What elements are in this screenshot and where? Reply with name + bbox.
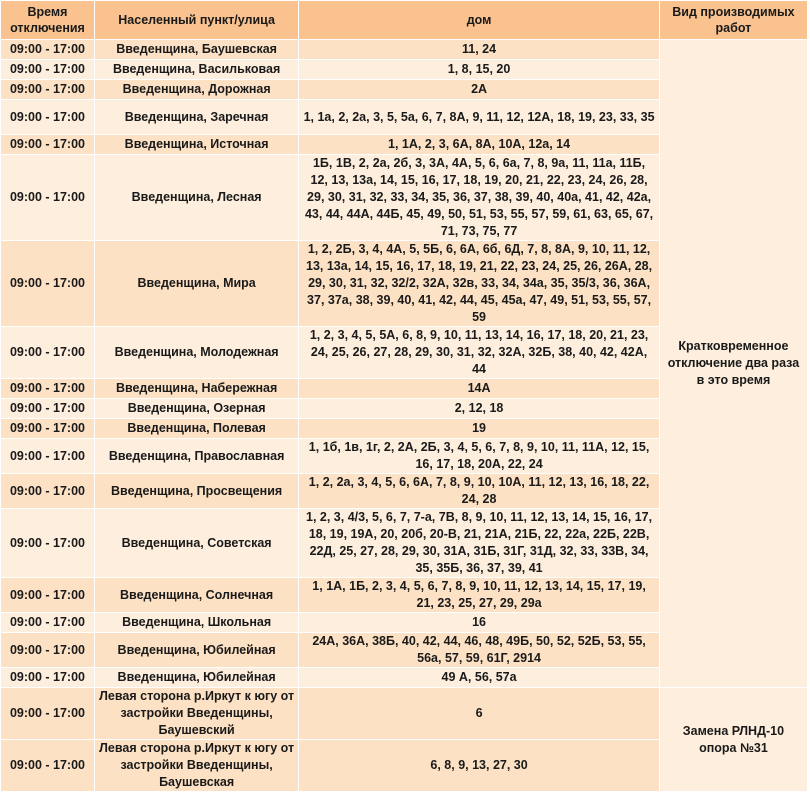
- houses-cell: 1, 2, 2а, 3, 4, 5, 6, 6А, 7, 8, 9, 10, 10А, 11, 12, 13, 16, 18, 22, 24, 28: [299, 474, 660, 509]
- houses-cell: 24А, 36А, 38Б, 40, 42, 44, 46, 48, 49Б, 50, 52, 52Б, 53, 55, 56а, 57, 59, 61Г, 2914: [299, 633, 660, 668]
- time-cell: 09:00 - 17:00: [1, 241, 95, 327]
- time-cell: 09:00 - 17:00: [1, 40, 95, 60]
- time-cell: 09:00 - 17:00: [1, 668, 95, 688]
- houses-cell: 19: [299, 419, 660, 439]
- time-cell: 09:00 - 17:00: [1, 419, 95, 439]
- street-cell: Введенщина, Юбилейная: [94, 633, 298, 668]
- street-cell: Введенщина, Заречная: [94, 100, 298, 135]
- time-cell: 09:00 - 17:00: [1, 327, 95, 379]
- table-row: [1, 40, 808, 60]
- time-cell: 09:00 - 17:00: [1, 439, 95, 474]
- header-time: Время отключения: [1, 1, 95, 40]
- houses-cell: 1, 2, 3, 4/3, 5, 6, 7, 7-а, 7В, 8, 9, 10, 11, 12, 13, 14, 15, 16, 17, 18, 19, 19А, 20, 20б, 20-В, 21, 21А, 21Б, 22, 22а, 22Б, 22В, 22Д, 25, 27, 28, 29, 30, 31А, 31Б, 31Г, 31Д, 32, 33, 33В, 34, 35, 35Б, 36, 37, 39, 41: [299, 509, 660, 578]
- time-cell: 09:00 - 17:00: [1, 509, 95, 578]
- work-type-cell: Замена РЛНД-10 опора №31: [659, 688, 807, 792]
- houses-cell: 2, 12, 18: [299, 399, 660, 419]
- street-cell: Введенщина, Советская: [94, 509, 298, 578]
- houses-cell: 1, 8, 15, 20: [299, 60, 660, 80]
- houses-cell: 2А: [299, 80, 660, 100]
- time-cell: 09:00 - 17:00: [1, 60, 95, 80]
- time-cell: 09:00 - 17:00: [1, 100, 95, 135]
- street-cell: Введенщина, Просвещения: [94, 474, 298, 509]
- table-row: [1, 688, 808, 740]
- street-cell: Введенщина, Православная: [94, 439, 298, 474]
- houses-cell: 49 А, 56, 57а: [299, 668, 660, 688]
- houses-cell: 14А: [299, 379, 660, 399]
- time-cell: 09:00 - 17:00: [1, 155, 95, 241]
- time-cell: 09:00 - 17:00: [1, 135, 95, 155]
- time-cell: 09:00 - 17:00: [1, 474, 95, 509]
- houses-cell: 1Б, 1В, 2, 2а, 2б, 3, 3А, 4А, 5, 6, 6а, 7, 8, 9а, 11, 11а, 11Б, 12, 13, 13а, 14, 15, 16, 17, 18, 19, 20, 21, 22, 23, 24, 26, 28, 29, 30, 31, 32, 33, 34, 35, 36, 37, 38, 39, 40, 40а, 41, 42, 42а, 43, 44, 44А, 44Б, 45, 49, 50, 51, 53, 55, 57, 59, 61, 63, 65, 67, 71, 73, 75, 77: [299, 155, 660, 241]
- houses-cell: 1, 1а, 2, 2а, 3, 5, 5а, 6, 7, 8А, 9, 11, 12, 12А, 18, 19, 23, 33, 35: [299, 100, 660, 135]
- street-cell: Введенщина, Васильковая: [94, 60, 298, 80]
- header-work: Вид производимых работ: [659, 1, 807, 40]
- street-cell: Введенщина, Юбилейная: [94, 668, 298, 688]
- time-cell: 09:00 - 17:00: [1, 740, 95, 792]
- street-cell: Введенщина, Озерная: [94, 399, 298, 419]
- street-cell: Введенщина, Лесная: [94, 155, 298, 241]
- houses-cell: 16: [299, 613, 660, 633]
- time-cell: 09:00 - 17:00: [1, 379, 95, 399]
- houses-cell: 11, 24: [299, 40, 660, 60]
- time-cell: 09:00 - 17:00: [1, 578, 95, 613]
- time-cell: 09:00 - 17:00: [1, 613, 95, 633]
- houses-cell: 1, 2, 2Б, 3, 4, 4А, 5, 5Б, 6, 6А, 6б, 6Д, 7, 8, 8А, 9, 10, 11, 12, 13, 13а, 14, 15, 16, 17, 18, 19, 21, 22, 23, 24, 25, 26, 26А, 28, 29, 30, 31, 32, 32/2, 32А, 32в, 33, 34, 34а, 35, 35/3, 36, 36А, 37, 37а, 38, 39, 40, 41, 42, 44, 45, 45а, 47, 49, 51, 53, 55, 57, 59: [299, 241, 660, 327]
- work-type-cell: Кратковременное отключение два раза в это время: [659, 40, 807, 688]
- time-cell: 09:00 - 17:00: [1, 80, 95, 100]
- header-row: [1, 1, 808, 40]
- street-cell: Левая сторона р.Иркут к югу от застройки Введенщины, Баушевская: [94, 740, 298, 792]
- header-locality: Населенный пункт/улица: [94, 1, 298, 40]
- street-cell: Введенщина, Источная: [94, 135, 298, 155]
- street-cell: Введенщина, Мира: [94, 241, 298, 327]
- street-cell: Введенщина, Солнечная: [94, 578, 298, 613]
- houses-cell: 1, 1б, 1в, 1г, 2, 2А, 2Б, 3, 4, 5, 6, 7, 8, 9, 10, 11, 11А, 12, 15, 16, 17, 18, 20А, 22, 24: [299, 439, 660, 474]
- street-cell: Левая сторона р.Иркут к югу от застройки Введенщины, Баушевский: [94, 688, 298, 740]
- street-cell: Введенщина, Школьная: [94, 613, 298, 633]
- time-cell: 09:00 - 17:00: [1, 688, 95, 740]
- houses-cell: 1, 1А, 2, 3, 6А, 8А, 10А, 12а, 14: [299, 135, 660, 155]
- time-cell: 09:00 - 17:00: [1, 633, 95, 668]
- street-cell: Введенщина, Баушевская: [94, 40, 298, 60]
- street-cell: Введенщина, Набережная: [94, 379, 298, 399]
- street-cell: Введенщина, Молодежная: [94, 327, 298, 379]
- houses-cell: 1, 1А, 1Б, 2, 3, 4, 5, 6, 7, 8, 9, 10, 11, 12, 13, 14, 15, 17, 19, 21, 23, 25, 27, 29, 29а: [299, 578, 660, 613]
- header-house: дом: [299, 1, 660, 40]
- street-cell: Введенщина, Полевая: [94, 419, 298, 439]
- houses-cell: 1, 2, 3, 4, 5, 5А, 6, 8, 9, 10, 11, 13, 14, 16, 17, 18, 20, 21, 23, 24, 25, 26, 27, 28, 29, 30, 31, 32, 32А, 32Б, 38, 40, 42, 42А, 44: [299, 327, 660, 379]
- houses-cell: 6: [299, 688, 660, 740]
- houses-cell: 6, 8, 9, 13, 27, 30: [299, 740, 660, 792]
- street-cell: Введенщина, Дорожная: [94, 80, 298, 100]
- time-cell: 09:00 - 17:00: [1, 399, 95, 419]
